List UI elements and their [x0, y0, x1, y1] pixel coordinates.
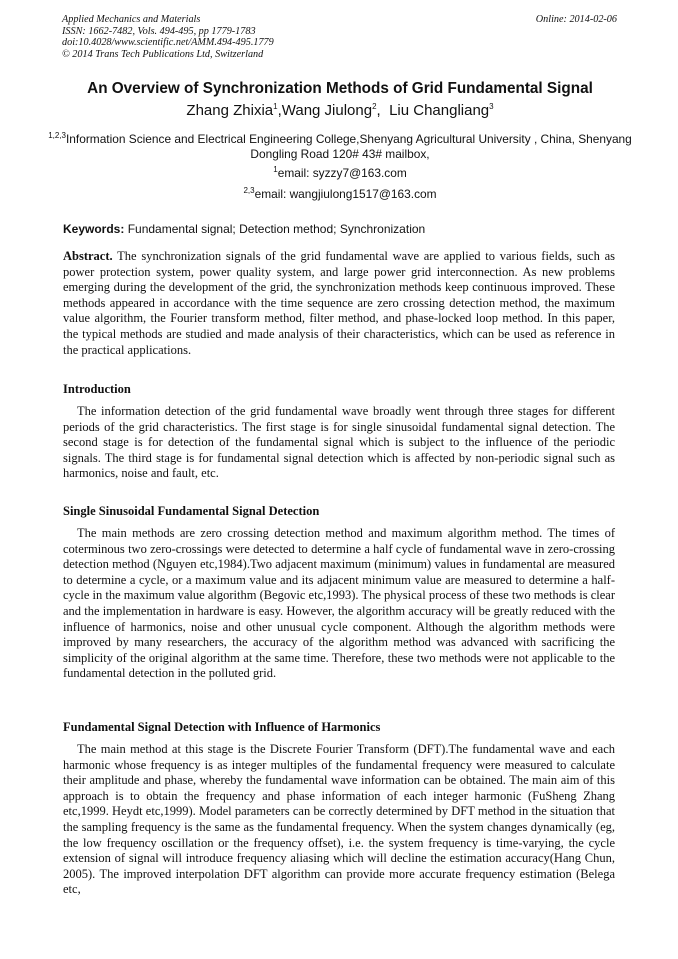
abstract	[63, 249, 615, 358]
abstract-text: The synchronization signals of the grid fundamental wave are applied to various fields, such as power protection system, power quality system, and large power grid interconnection. As new problems emerging during the development of the grid, the synchronization methods keep continuous improved. These methods appeared in accordance with the time sequence are zero crossing detection method, the maximum value algorithm, the Fourier transform method, filter method, and phase-locked loop method. In this paper, the typical methods are studied and made analysis of their characteristics, which can be used as reference in the practical applications.	[63, 249, 615, 357]
section-body-single-sinusoidal: The main methods are zero crossing detection method and maximum algorithm method. The times of coterminous two zero-crossings were detected to determine a half cycle of fundamental wave in zero-crossing detection method (Nguyen etc,1984).Two adjacent maximum (minimum) values in fundamental are measured to determine a cycle, or a maximum value and its adjacent minimum value are measured to determine a half-cycle in the maximum value algorithm (Begovic etc,1993). The physical process of these two methods is clear and the implementation in hardware is easy. However, the algorithm accuracy will be greatly reduced with the influence of harmonics, noise and other unusual cycle component. Although the algorithm methods were improved by many researchers, the accuracy of the algorithm method was advanced with sacrificing the simplicity of the original algorithm at the same time. Therefore, these two methods were not applicable to the fundamental detection in the polluted grid.	[63, 526, 615, 681]
doi-line: doi:10.4028/www.scientific.net/AMM.494-495.1779	[62, 37, 274, 48]
author-separator: ,	[376, 102, 390, 119]
author-name: Zhang Zhixia	[186, 102, 274, 119]
journal-header	[62, 14, 617, 60]
author-sup: 2	[372, 102, 377, 111]
author-name: Wang Jiulong	[281, 102, 373, 119]
journal-name: Applied Mechanics and Materials	[62, 14, 201, 25]
email-sup: 1	[273, 165, 278, 175]
keywords	[63, 222, 623, 236]
issn-line: ISSN: 1662-7482, Vols. 494-495, pp 1779-1783	[62, 25, 256, 37]
header-left	[62, 14, 617, 60]
online-date: Online: 2014-02-06	[535, 14, 617, 25]
copyright-line: © 2014 Trans Tech Publications Ltd, Switzerland	[62, 48, 264, 60]
section-heading-introduction: Introduction	[63, 382, 131, 396]
email-text: email: syzzy7@163.com	[277, 166, 407, 180]
section-body-harmonics: The main method at this stage is the Discrete Fourier Transform (DFT).The fundamental wave and each harmonic whose frequency is as integer multiples of the fundamental frequency were measured to calculate their amplitude and phase, whereby the fundamental wave information can be obtained. The main aim of this approach is to obtain the frequency and phase information of each integer harmonic (FuSheng Zhang etc,1999. Heydt etc,1999). Model parameters can be correctly determined by DFT method in the situation that the sampling frequency is the same as the fundamental frequency. When the system changes dynamically (eg, the low frequency oscillation or the frequency offset), i.e. the system frequency is time-varying, the cycle extension of signal will introduce frequency aliasing which will decline the estimation accuracy(Hang Chun, 2005). The improved interpolation DFT algorithm can provide more accurate frequency estimation (Belega etc,	[63, 742, 615, 897]
affiliation-text: Information Science and Electrical Engineering College,Shenyang Agricultural University , China, Shenyang Dongling Road 120# 43# mailbox,	[66, 132, 632, 161]
author-name: Liu Changliang	[389, 102, 490, 119]
author-sup: 3	[489, 102, 494, 111]
keywords-text: Fundamental signal; Detection method; Synchronization	[127, 222, 426, 236]
section-heading-single-sinusoidal: Single Sinusoidal Fundamental Signal Detection	[63, 504, 320, 518]
keywords-label: Keywords:	[63, 222, 125, 236]
abstract-label: Abstract.	[63, 249, 113, 263]
email-line-1	[30, 166, 650, 180]
email-sup: 2,3	[243, 186, 255, 196]
section-heading-harmonics: Fundamental Signal Detection with Influence of Harmonics	[63, 720, 381, 734]
email-line-2	[30, 187, 650, 201]
affiliation-sup: 1,2,3	[48, 131, 66, 141]
email-text: email: wangjiulong1517@163.com	[254, 187, 437, 201]
section-body-introduction: The information detection of the grid fundamental wave broadly went through three stages for different periods of the grid characteristics. The first stage is for single sinusoidal fundamental signal detection. The second stage is for detection of the fundamental signal which is subject to the influence of the periodic signals. The third stage is for fundamental signal detection which is affected by non-periodic signal such as harmonics, noise and fault, etc.	[63, 404, 615, 481]
author-separator: ,	[277, 102, 282, 119]
paper-title: An Overview of Synchronization Methods of Grid Fundamental Signal	[87, 80, 593, 97]
author-list	[30, 102, 650, 119]
affiliation	[40, 132, 640, 162]
author-sup: 1	[273, 102, 278, 111]
